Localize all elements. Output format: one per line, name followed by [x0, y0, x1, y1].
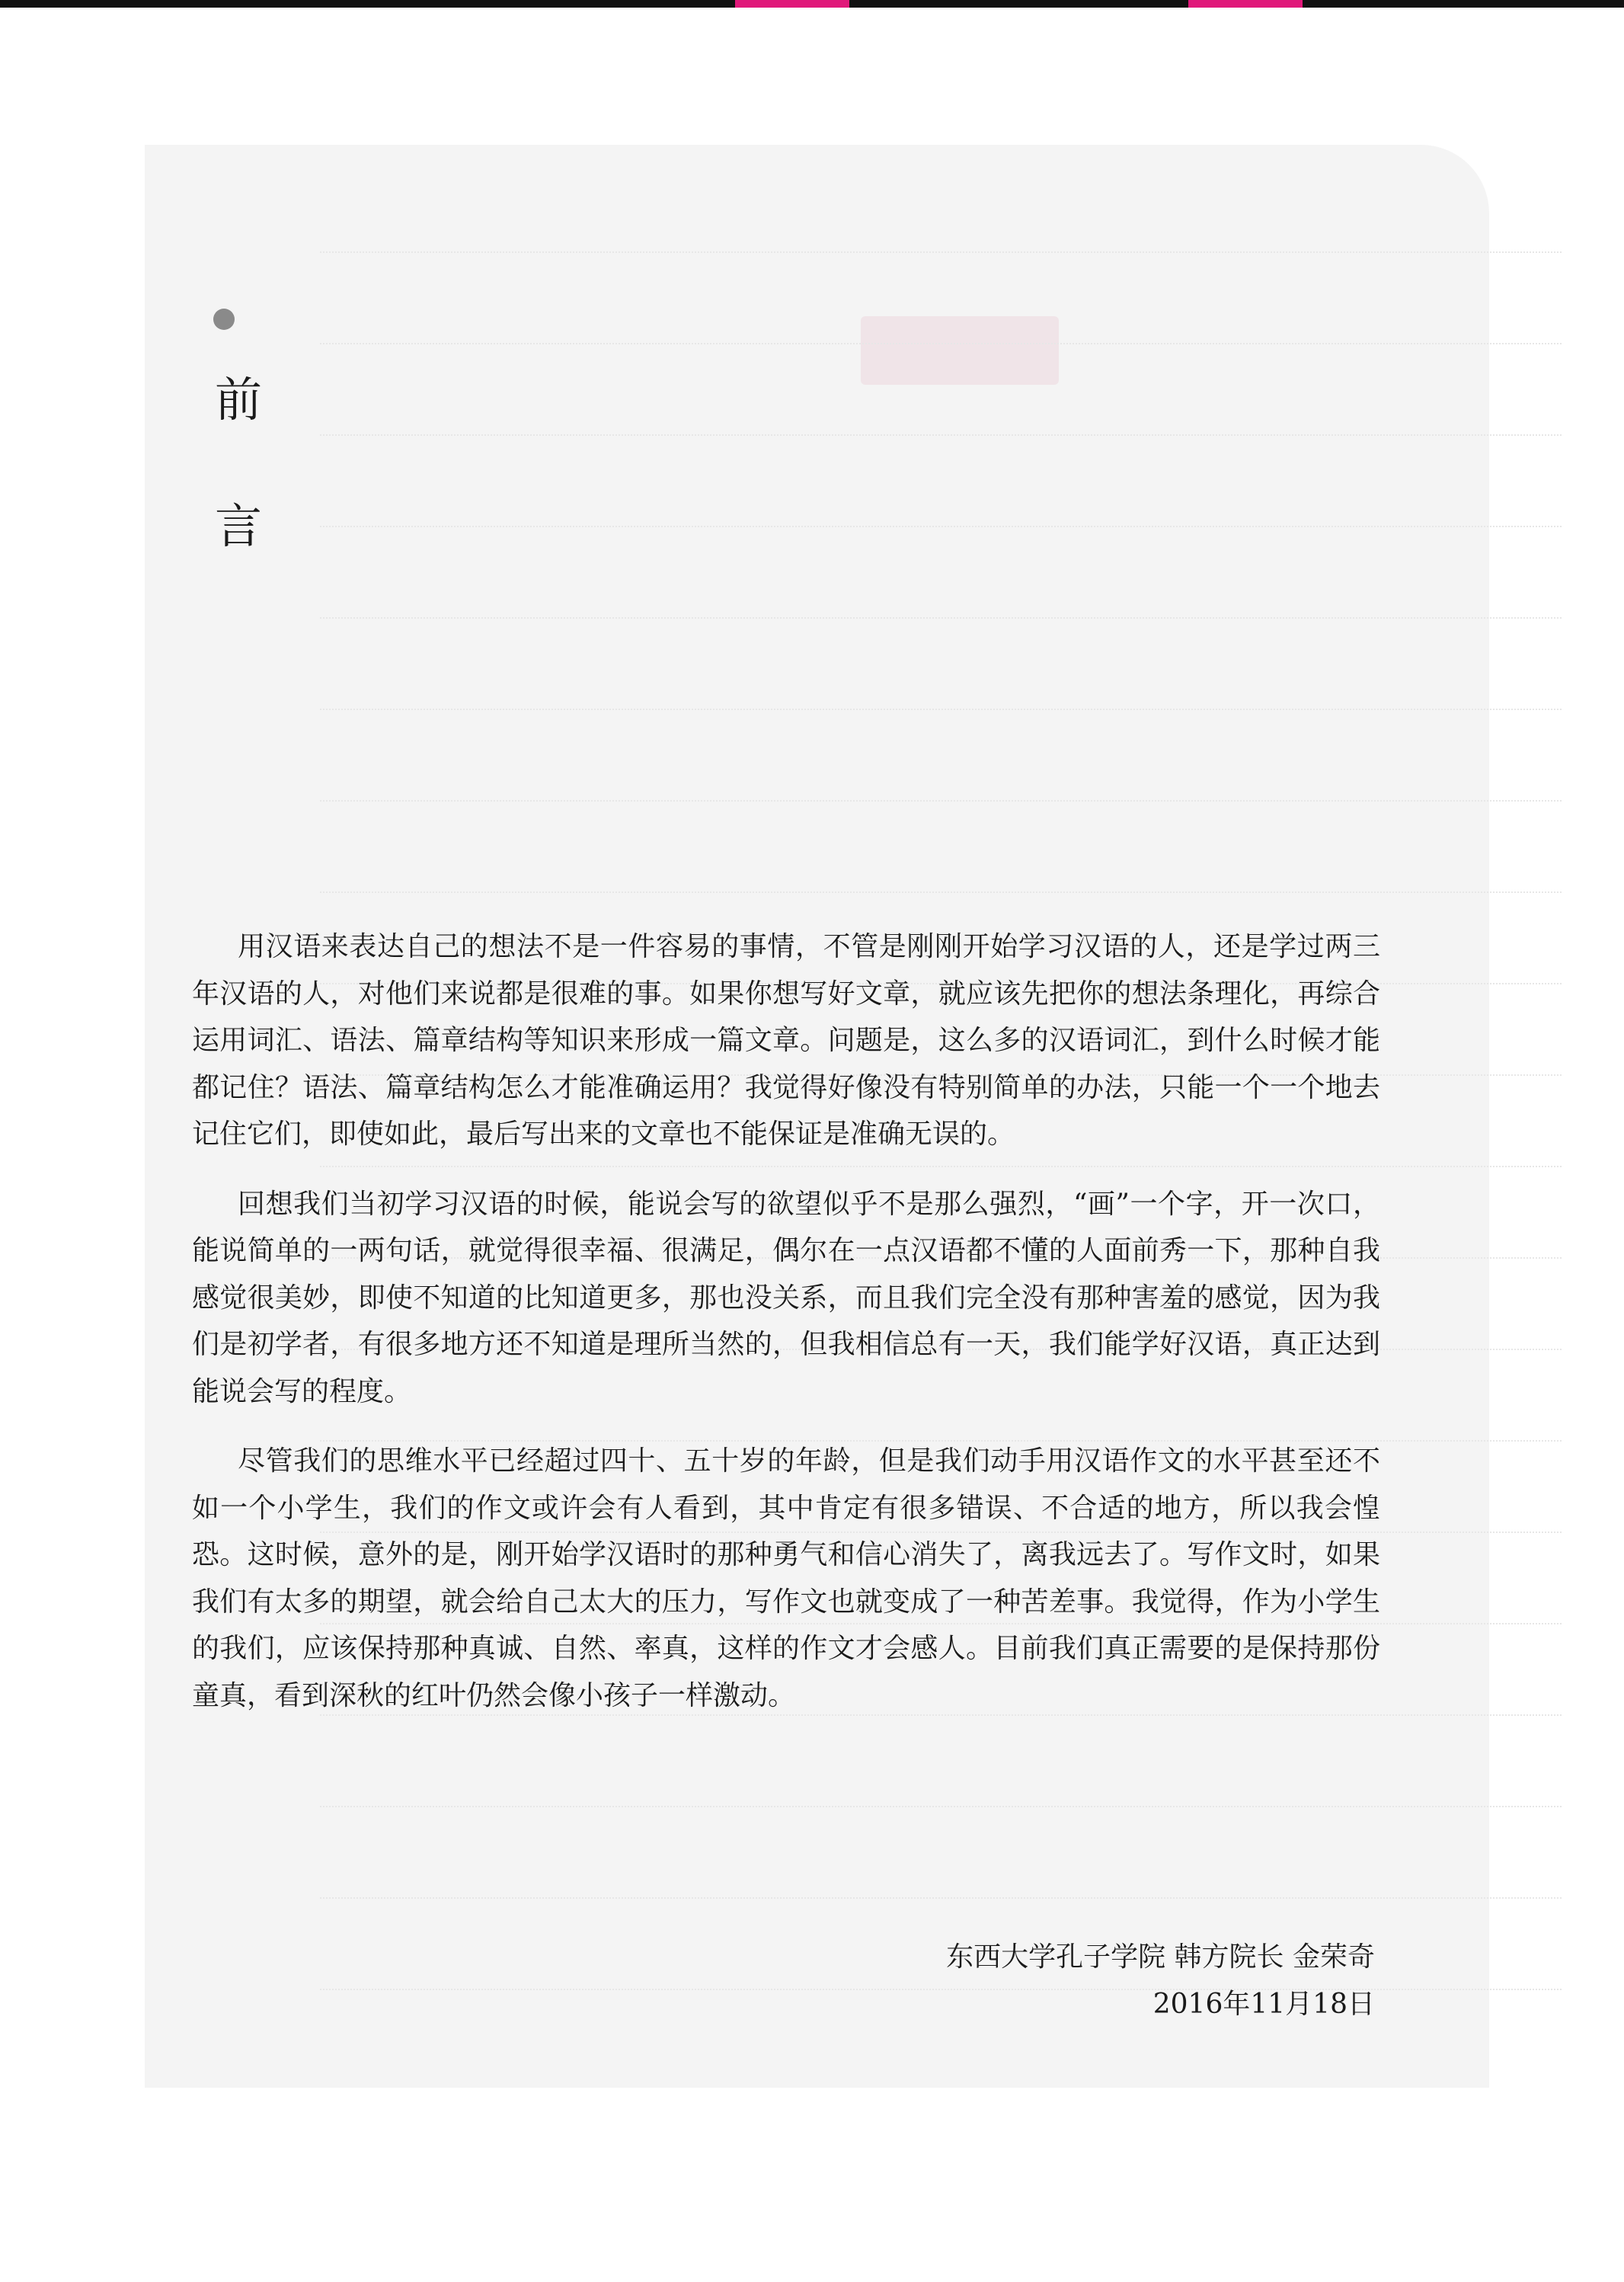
show-through-row — [320, 221, 1562, 253]
show-through-row — [320, 861, 1562, 893]
color-mark — [1188, 0, 1303, 8]
signature-block — [946, 1934, 1375, 2028]
heading-char-2: 言 — [215, 498, 263, 554]
preface-body — [192, 923, 1380, 1742]
color-mark — [735, 0, 849, 8]
show-through-row — [320, 770, 1562, 802]
show-through-row — [320, 495, 1562, 527]
show-through-row — [320, 404, 1562, 436]
paragraph-1: 用汉语来表达自己的想法不是一件容易的事情，不管是刚刚开始学习汉语的人，还是学过两三年汉语的人，对他们来说都是很难的事。如果你想写好文章，就应该先把你的想法条理化，再综合运用词汇、语法、篇章结构等知识来形成一篇文章。问题是，这么多的汉语词汇，到什么时候才能都记住？语法、篇章结构怎么才能准确运用？我觉得好像没有特别简单的办法，只能一个一个地去记住它们，即使如此，最后写出来的文章也不能保证是准确无误的。 — [192, 931, 1380, 1150]
signature-author: 东西大学孔子学院 韩方院长 金荣奇 — [946, 1941, 1375, 1973]
show-through-row — [320, 1867, 1562, 1899]
show-through-row — [320, 678, 1562, 710]
show-through-row — [320, 1775, 1562, 1807]
paragraph-3: 尽管我们的思维水平已经超过四十、五十岁的年龄，但是我们动手用汉语作文的水平甚至还不如一个小学生，我们的作文或许会有人看到，其中肯定有很多错误、不合适的地方，所以我会惶恐。这时候，意外的是，刚开始学汉语时的那种勇气和信心消失了，离我远去了。写作文时，如果我们有太多的期望，就会给自己太大的压力，写作文也就变成了一种苦差事。我觉得，作为小学生的我们，应该保持那种真诚、自然、率真，这样的作文才会感人。目前我们真正需要的是保持那份童真，看到深秋的红叶仍然会像小孩子一样激动。 — [192, 1445, 1380, 1711]
show-through-title-block — [861, 316, 1059, 385]
paragraph-2: 回想我们当初学习汉语的时候，能说会写的欲望似乎不是那么强烈，“画”一个字，开一次口，能说简单的一两句话，就觉得很幸福、很满足，偶尔在一点汉语都不懂的人面前秀一下，那种自我感觉很美妙，即使不知道的比知道更多，那也没关系，而且我们完全没有那种害羞的感觉，因为我们是初学者，有很多地方还不知道是理所当然的，但我相信总有一天，我们能学好汉语，真正达到能说会写的程度。 — [192, 1188, 1380, 1407]
show-through-row — [320, 1958, 1562, 1990]
heading-bullet-icon — [213, 309, 235, 330]
show-through-row — [320, 312, 1562, 344]
signature-date: 2016年11月18日 — [1152, 1989, 1375, 2020]
show-through-row — [320, 587, 1562, 619]
heading-char-1: 前 — [215, 372, 263, 427]
